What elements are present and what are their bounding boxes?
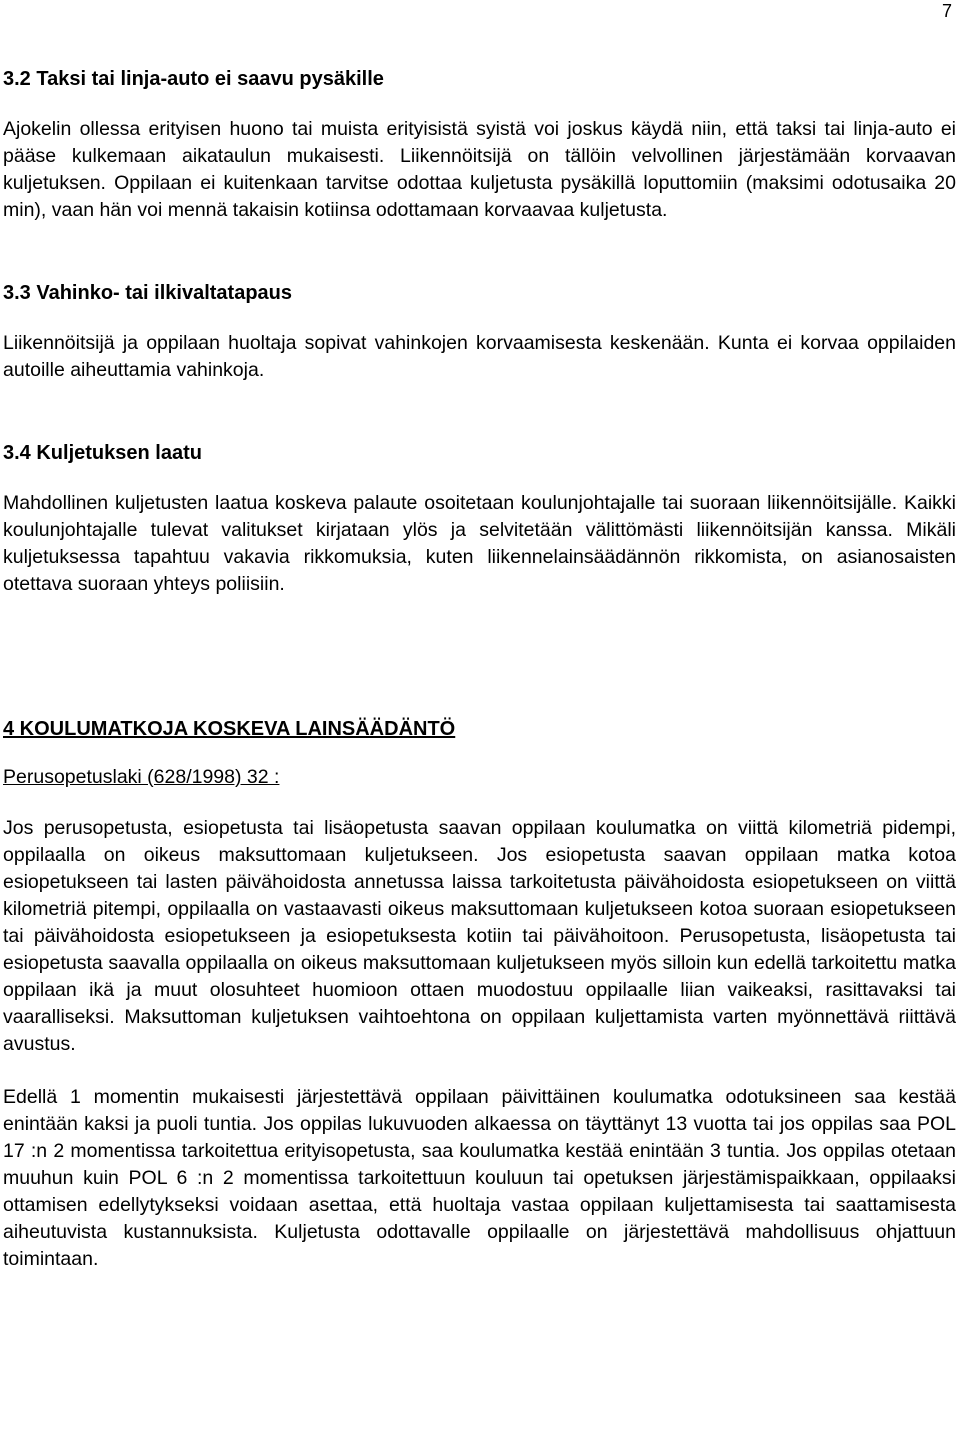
- law-paragraph-2: Edellä 1 momentin mukaisesti järjestettävä oppilaan päivittäinen koulumatka odotuksineen saa kestää enintään kaksi ja puoli tuntia. Jos oppilas lukuvuoden alkaessa on täyttänyt 13 vuotta tai jos oppilas saa POL 17 :n 2 momentissa tarkoitettua erityisopetusta, saa koulumatka kestää enintään 3 tuntia. Jos oppilas otetaan muuhun kuin POL 6 :n 2 momentissa tarkoitettuun kouluun tai opetuksen järjestämispaikkaan, oppilaaksi ottamisen edellytykseksi voidaan asettaa, että huoltaja vastaa oppilaan kuljettamisesta tai saattamisesta aiheutuvista kustannuksista. Kuljetusta odottavalle oppilaalle on järjestettävä mahdollisuus ohjattuun toimintaan.: [3, 1086, 956, 1270]
- section-heading-3-3: 3.3 Vahinko- tai ilkivaltatapaus: [3, 282, 293, 304]
- page-number: 7: [941, 1, 952, 21]
- section-paragraph-3-4: Mahdollinen kuljetusten laatua koskeva palaute osoitetaan koulunjohtajalle tai suoraan liikennöitsijälle. Kaikki koulunjohtajalle tulevat valitukset kirjataan ylös ja selvitetään välittömästi liikennöitsijän kanssa. Mikäli kuljetuksessa tapahtuu vakavia rikkomuksia, kuten liikennelainsäädännön rikkomista, on asianosaisten otettava suoraan yhteys poliisiin.: [3, 492, 956, 595]
- law-reference: Perusopetuslaki (628/1998) 32 :: [3, 766, 280, 788]
- section-heading-3-2: 3.2 Taksi tai linja-auto ei saavu pysäkille: [3, 68, 384, 90]
- section-paragraph-3-3: Liikennöitsijä ja oppilaan huoltaja sopivat vahinkojen korvaamisesta keskenään. Kunta ei korvaa oppilaiden autoille aiheuttamia vahinkoja.: [3, 332, 956, 381]
- document-body: [3, 66, 956, 1273]
- law-paragraph-1: Jos perusopetusta, esiopetusta tai lisäopetusta saavan oppilaan koulumatka on viittä kilometriä pidempi, oppilaalla on oikeus maksuttomaan kuljetukseen. Jos esiopetusta saavan oppilaan matka kotoa esiopetukseen tai lasten päivähoidosta annetussa laissa tarkoitetusta päivähoidosta esiopetukseen on viittä kilometriä pitempi, oppilaalla on vastaavasti oikeus maksuttomaan kuljetukseen kotoa suoraan esiopetukseen tai päivähoidosta esiopetukseen ja esiopetuksesta kotiin tai päivähoitoon. Perusopetusta, lisäopetusta tai esiopetusta saavalla oppilaalla on oikeus maksuttomaan kuljetukseen myös silloin kun edellä tarkoitettu matka oppilaan ikä ja muut olosuhteet huomioon ottaen muodostuu oppilaalle liian vaikeaksi, rasittavaksi tai vaaralliseksi. Maksuttoman kuljetuksen vaihtoehtona on oppilaan kuljettamista varten myönnettävä riittävä avustus.: [3, 817, 956, 1055]
- section-paragraph-3-2: Ajokelin ollessa erityisen huono tai muista erityisistä syistä voi joskus käydä niin, että taksi tai linja-auto ei pääse kulkemaan aikataulun mukaisesti. Liikennöitsijä on tällöin velvollinen järjestämään korvaavan kuljetuksen. Oppilaan ei kuitenkaan tarvitse odottaa kuljetusta pysäkillä loputtomiin (maksimi odotusaika 20 min), vaan hän voi mennä takaisin kotiinsa odottamaan korvaavaa kuljetusta.: [3, 118, 956, 221]
- section-heading-3-4: 3.4 Kuljetuksen laatu: [3, 442, 202, 464]
- chapter-heading-4: 4 KOULUMATKOJA KOSKEVA LAINSÄÄDÄNTÖ: [3, 718, 456, 740]
